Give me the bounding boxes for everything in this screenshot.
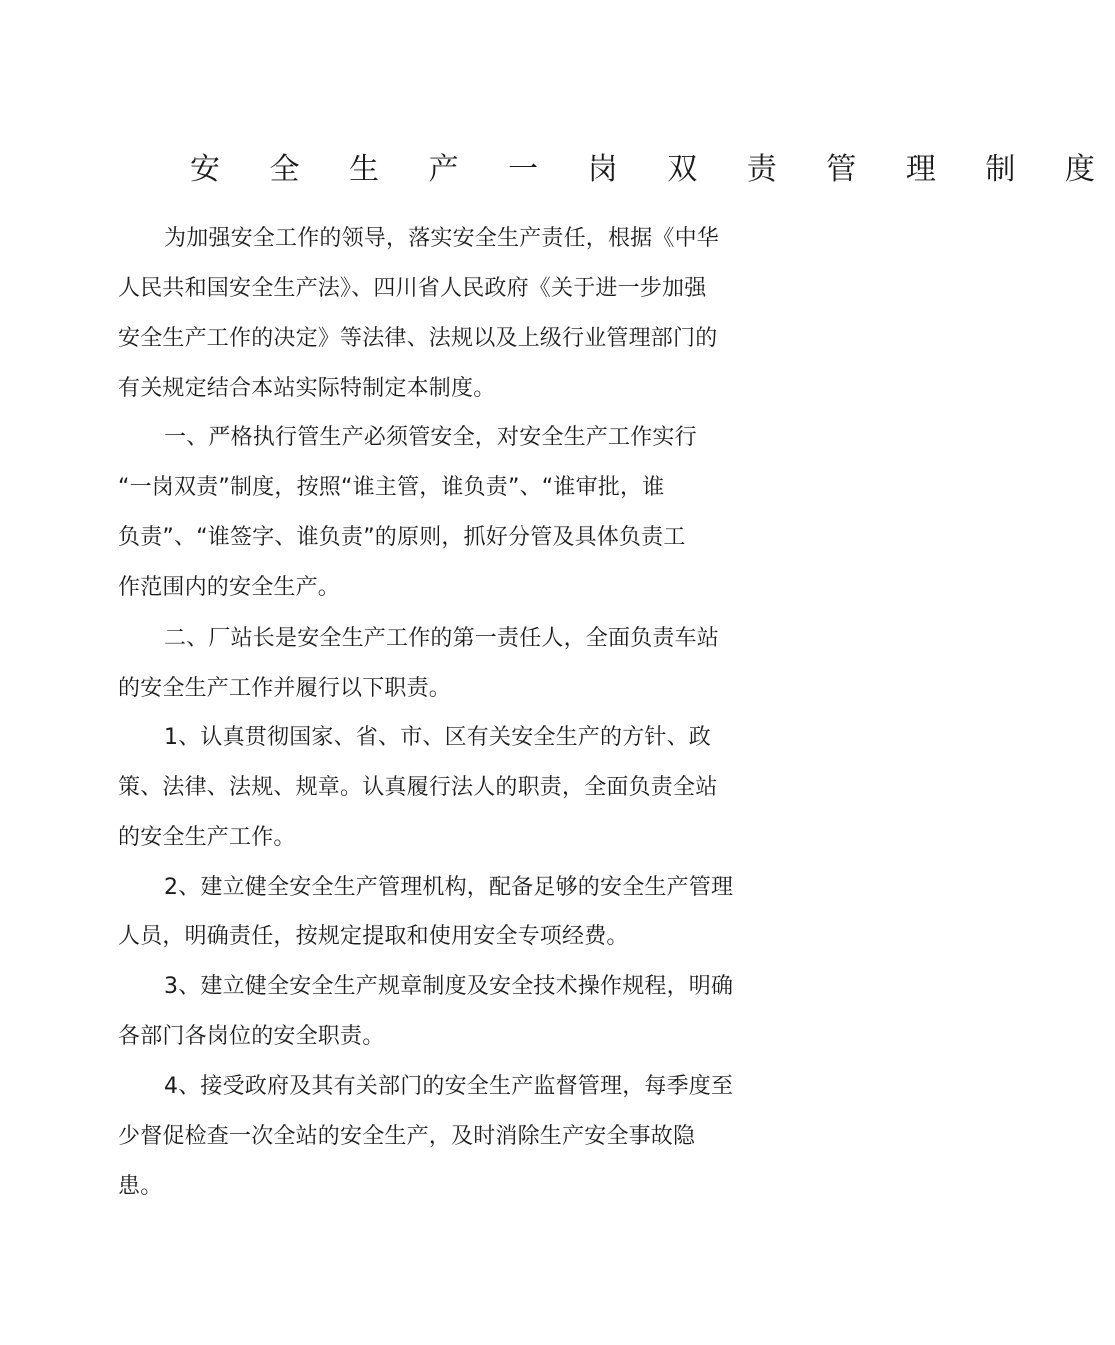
text-line: 负责”、“谁签字、谁负责”的原则，抓好分管及具体负责工 [118,525,686,550]
text-line: 为加强安全工作的领导，落实安全生产责任，根据《中华 [164,226,720,251]
text-line: 1、认真贯彻国家、省、市、区有关安全生产的方针、政 [164,725,711,750]
text-line: 2、建立健全安全生产管理机构，配备足够的安全生产管理 [164,875,734,900]
text-line: 有关规定结合本站实际特制定本制度。 [118,376,496,401]
text-line: 一、严格执行管生产必须管安全，对安全生产工作实行 [164,425,697,450]
text-line: 作范围内的安全生产。 [118,575,341,600]
text-line: 的安全生产工作并履行以下职责。 [118,676,452,701]
text-line: 策、法律、法规、规章。认真履行法人的职责，全面负责全站 [118,775,718,800]
text-line: 患。 [118,1174,163,1199]
text-line: 4、接受政府及其有关部门的安全生产监督管理，每季度至 [164,1074,734,1099]
text-line: 人民共和国安全生产法》、四川省人民政府《关于进一步加强 [118,276,707,301]
text-line: 3、建立健全安全生产规章制度及安全技术操作规程，明确 [164,974,734,999]
text-line: 各部门各岗位的安全职责。 [118,1024,385,1049]
text-line: 人员，明确责任，按规定提取和使用安全专项经费。 [118,924,629,949]
text-line: 少督促检查一次全站的安全生产，及时消除生产安全事故隐 [118,1124,696,1149]
text-line: 安全生产工作的决定》等法律、法规以及上级行业管理部门的 [118,326,718,351]
text-line: 的安全生产工作。 [118,825,296,850]
document-title: 安 全 生 产 一 岗 双 责 管 理 制 度 [190,152,1115,187]
text-line: 二、厂站长是安全生产工作的第一责任人，全面负责车站 [164,626,720,651]
text-line: “一岗双责”制度，按照“谁主管，谁负责”、“谁审批，谁 [118,475,665,500]
